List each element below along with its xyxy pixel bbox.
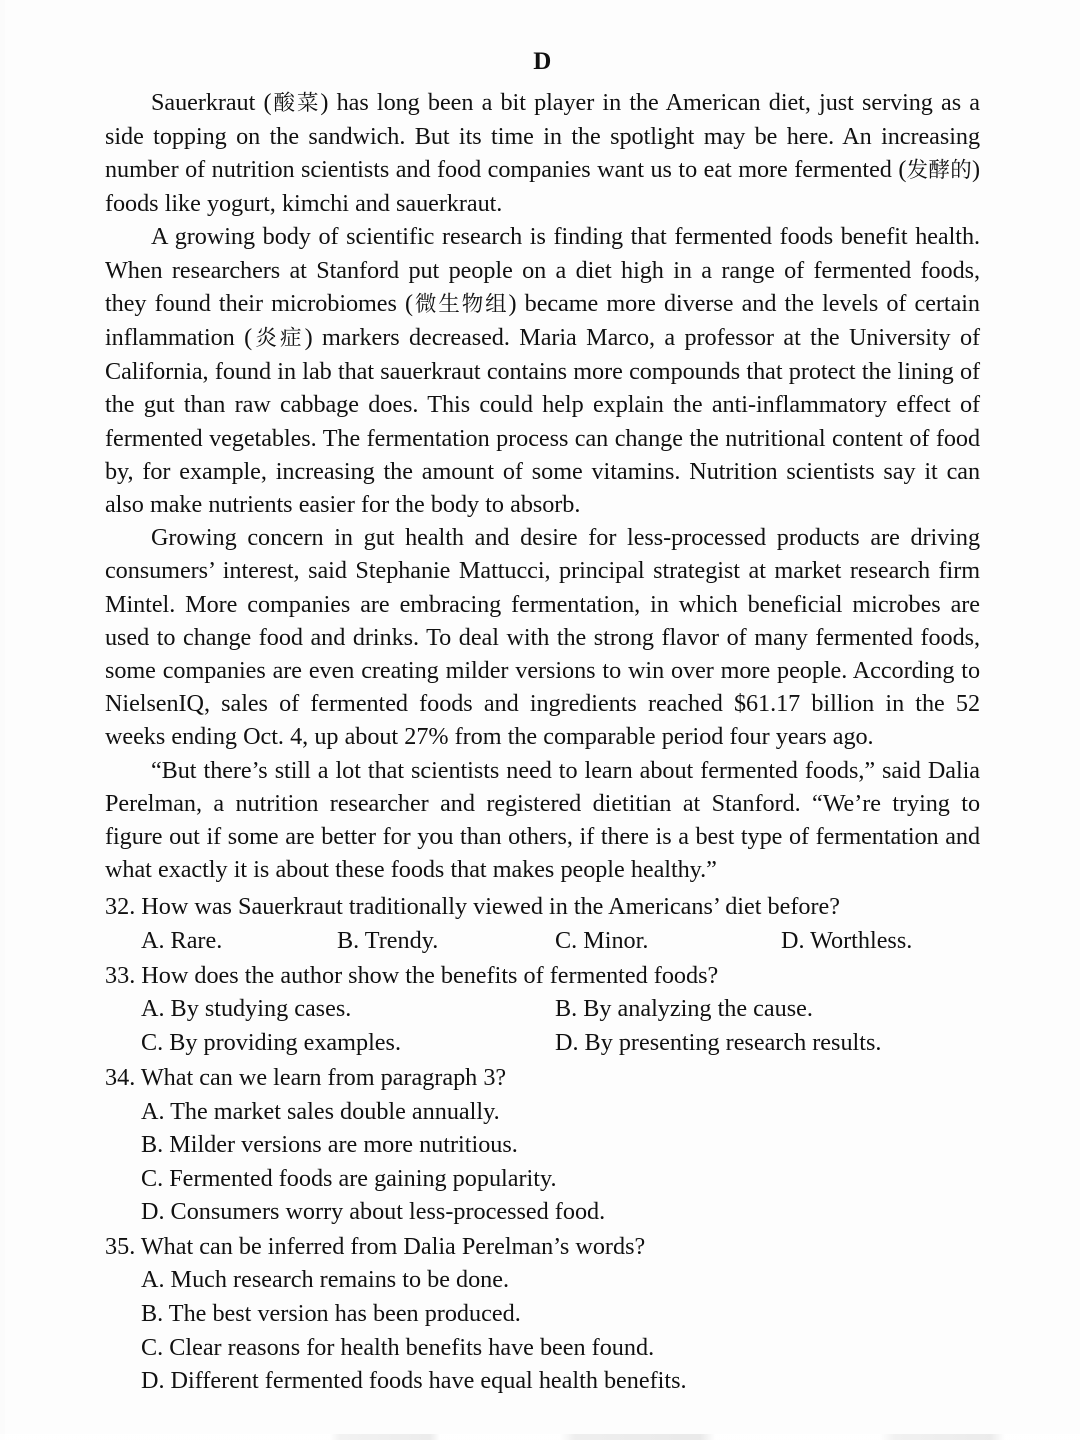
chinese-gloss: 炎症 [252,325,305,351]
question-35 [105,1230,980,1398]
question-32-stem: 32. How was Sauerkraut traditionally viewed in the Americans’ diet before? [105,893,841,921]
section-letter-heading: D [533,48,552,75]
question-33-option-c[interactable]: C. By providing examples. [141,1029,401,1057]
scan-bottom-edge [0,1434,1080,1440]
question-33 [105,959,980,1060]
passage-paragraph-1: Sauerkraut (酸菜) has long been a bit player in the American diet, just serving as a side topping on the sandwich. But its time in the spotlight may be here. An increasing number of nutrition scientists and food companies want us to eat more fermented (发酵的) foods like yogurt, kimchi and sauerkraut. [105,88,981,218]
passage-paragraph-4: “But there’s still a lot that scientists need to learn about fermented foods,” said Dalia Perelman, a nutrition researcher and registered dietitian at Stanford. “We’re trying to figure out if some are better for you than others, if there is a best type of fermentation and what exactly it is about these foods that makes people healthy.” [105,756,980,884]
question-32-option-c[interactable]: C. Minor. [555,926,649,954]
passage-paragraph-2: A growing body of scientific research is finding that fermented foods benefit health. When researchers at Stanford put people on a diet high in a range of fermented foods, they found their microbiomes (微生物组) became more diverse and the levels of certain inflammation (炎症) markers decreased. Maria Marco, a professor at the University of California, found in lab that sauerkraut contains more compounds that protect the lining of the gut than raw cabbage does. This could help explain the anti-inflammatory effect of fermented vegetables. The fermentation process can change the nutritional content of food by, for example, increasing the amount of some vitamins. Nutrition scientists say it can also make nutrients easier for the body to absorb. [105,223,981,518]
questions-list [105,890,980,1397]
question-35-option-c[interactable]: C. Clear reasons for health benefits have been found. [141,1333,655,1361]
question-33-stem: 33. How does the author show the benefits of fermented foods? [105,961,719,989]
question-33-option-a[interactable]: A. By studying cases. [141,995,352,1023]
question-34-option-a[interactable]: A. The market sales double annually. [141,1097,500,1125]
question-33-options-row-1 [105,992,980,1026]
question-33-option-d[interactable]: D. By presenting research results. [555,1029,882,1057]
question-32 [105,890,980,957]
question-32-option-d[interactable]: D. Worthless. [781,926,913,954]
question-33-options [105,992,980,1060]
question-35-options [105,1263,980,1397]
question-34-option-c[interactable]: C. Fermented foods are gaining popularity. [141,1164,557,1192]
question-33-options-row-2 [105,1026,980,1060]
chinese-gloss: 微生物组 [413,291,509,317]
question-32-option-a[interactable]: A. Rare. [141,926,223,954]
question-34-stem: 34. What can we learn from paragraph 3? [105,1064,507,1092]
question-35-option-a[interactable]: A. Much research remains to be done. [141,1266,510,1294]
question-34-option-b[interactable]: B. Milder versions are more nutritious. [141,1131,518,1159]
scan-left-edge [0,0,5,1440]
question-35-stem: 35. What can be inferred from Dalia Perelman’s words? [105,1232,646,1260]
question-34 [105,1061,980,1229]
chinese-gloss: 发酵的 [906,157,972,183]
question-32-options [105,924,980,958]
question-35-option-d[interactable]: D. Different fermented foods have equal health benefits. [141,1367,687,1395]
passage-paragraph-3: Growing concern in gut health and desire for less-processed products are driving consumers’ interest, said Stephanie Mattucci, principal strategist at market research firm Mintel. More companies are embracing fermentation, in which beneficial microbes are used to change food and drinks. To deal with the strong flavor of many fermented foods, some companies are even creating milder versions to win over more people. According to NielsenIQ, sales of fermented foods and ingredients reached $61.17 billion in the 52 weeks ending Oct. 4, up about 27% from the comparable period four years ago. [105,524,980,751]
chinese-gloss: 酸菜 [271,90,321,116]
question-34-options [105,1095,980,1229]
question-32-option-b[interactable]: B. Trendy. [337,926,439,954]
question-33-option-b[interactable]: B. By analyzing the cause. [555,995,813,1023]
question-34-option-d[interactable]: D. Consumers worry about less-processed food. [141,1198,606,1226]
question-35-option-b[interactable]: B. The best version has been produced. [141,1299,521,1327]
page-content [105,48,980,1399]
